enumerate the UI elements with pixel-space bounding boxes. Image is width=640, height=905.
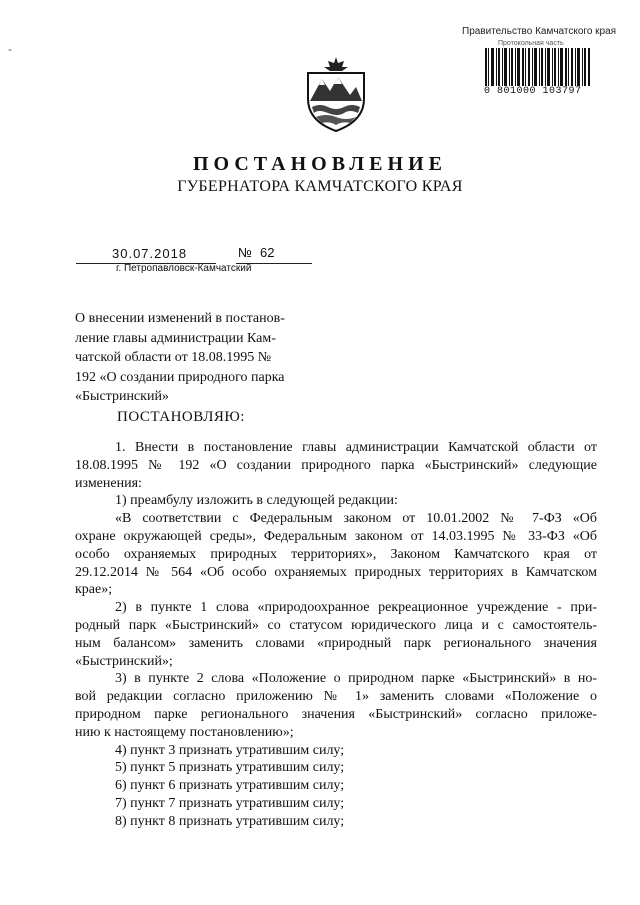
body-line: ным балансом» заменить словами «природный парк регионального значения [75, 635, 597, 651]
barcode-image [485, 48, 590, 86]
decree-word: ПОСТАНОВЛЯЮ: [117, 409, 245, 425]
document-body [75, 439, 597, 831]
stamp-organization: Правительство Камчатского края [462, 26, 617, 37]
barcode-number: 0 801000 103797 [484, 86, 582, 97]
body-line: 29.12.2014 № 564 «Об особо охраняемых природных территориях в Камчатском [75, 564, 597, 580]
body-line: 2) в пункте 1 слова «природоохранное рекреационное учреждение - при- [115, 600, 597, 616]
document-city: г. Петропавловск-Камчатский [116, 263, 252, 274]
subject-line: ление главы администрации Кам- [75, 330, 276, 346]
document-title: ПОСТАНОВЛЕНИЕ [193, 153, 447, 175]
document-number: 62 [260, 245, 275, 260]
body-line: родный парк «Быстринский» со статусом юридического лица и с самостоятель- [75, 617, 597, 633]
body-line: 8) пункт 8 признать утратившим силу; [115, 813, 345, 829]
body-line: 6) пункт 6 признать утратившим силу; [115, 778, 345, 794]
body-line: крае»; [75, 582, 113, 598]
subject-line: чатской области от 18.08.1995 № [75, 350, 272, 365]
body-line: «Быстринский»; [75, 653, 173, 669]
document-date: 30.07.2018 [112, 246, 188, 261]
body-line: нию к настоящему постановлению»; [75, 724, 294, 740]
subject-line: «Быстринский» [75, 389, 169, 404]
document-subject [75, 309, 307, 407]
body-line: 18.08.1995 № 192 «О создании природного парка «Быстринский» следующие [75, 457, 597, 473]
body-line: изменения: [75, 475, 142, 491]
stamp-part: Протокольная часть [498, 40, 564, 47]
number-label: № [238, 245, 252, 260]
body-line: природном парке регионального значения «Быстринский» согласно приложе- [75, 706, 597, 722]
body-line: вой редакции согласно приложению № 1» заменить словами «Положение о [75, 689, 597, 705]
body-line: «В соответствии с Федеральным законом от 10.01.2002 № 7-ФЗ «Об [115, 511, 597, 527]
body-line: 7) пункт 7 признать утратившим силу; [115, 795, 345, 811]
body-line: 5) пункт 5 признать утратившим силу; [115, 760, 345, 776]
body-line: 3) в пункте 2 слова «Положение о природном парке «Быстринский» в но- [115, 671, 597, 687]
margin-mark: - [8, 42, 12, 56]
document-subtitle: ГУБЕРНАТОРА КАМЧАТСКОГО КРАЯ [177, 178, 463, 195]
body-line: охране окружающей среды», Федеральным законом от 14.03.1995 № 33-ФЗ «Об [75, 528, 597, 544]
body-line: 1. Внести в постановление главы администрации Камчатской области от [115, 440, 597, 455]
subject-line: О внесении изменений в постанов- [75, 311, 285, 326]
body-line: особо охраняемых природных территориях», Законом Камчатского края от [75, 546, 597, 562]
body-line: 4) пункт 3 признать утратившим силу; [115, 742, 345, 758]
coat-of-arms-icon [300, 55, 372, 133]
subject-line: 192 «О создании природного парка [75, 369, 285, 385]
body-line: 1) преамбулу изложить в следующей редакции: [115, 493, 398, 509]
